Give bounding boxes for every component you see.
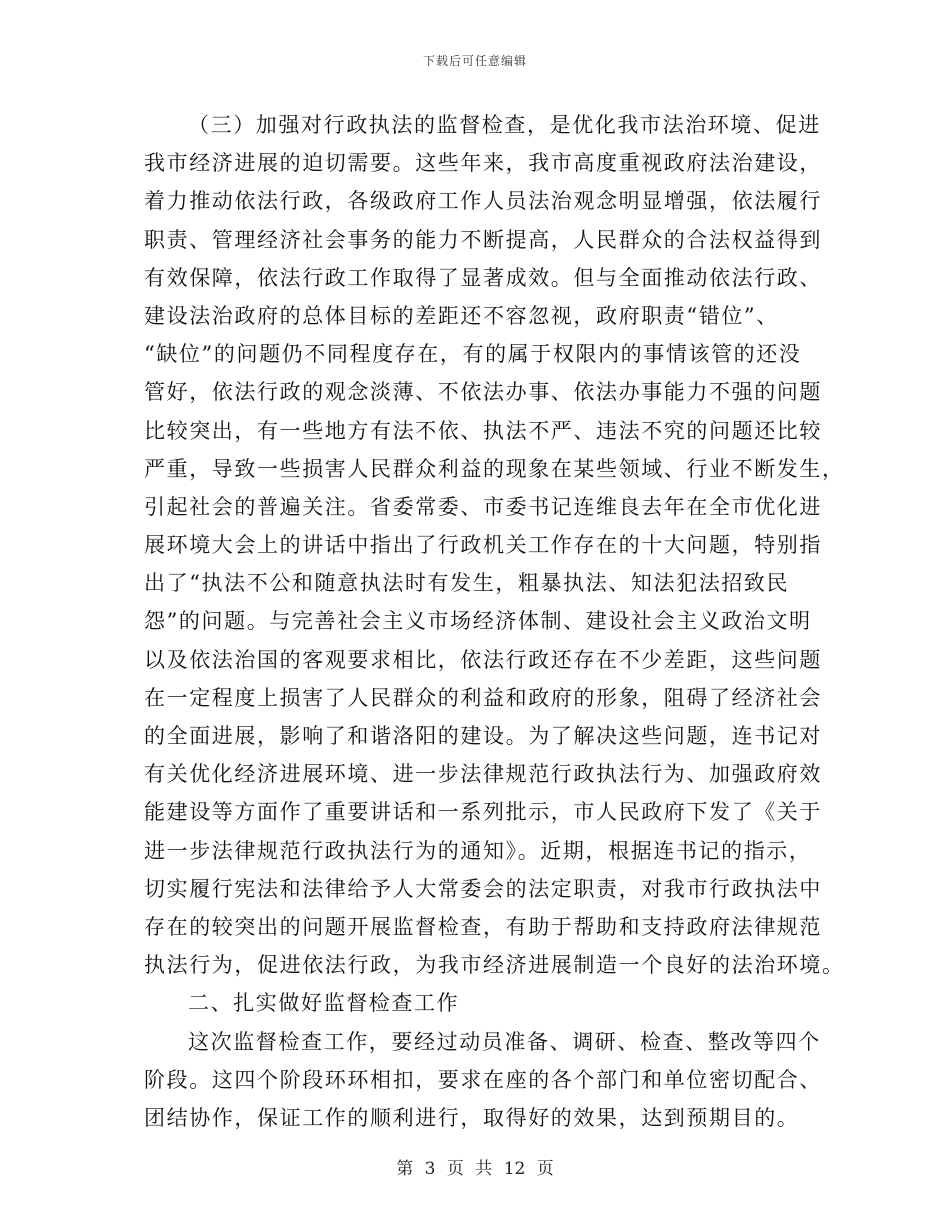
paragraph-line: 我市经济进展的迫切需要。这些年来，我市高度重视政府法治建设， xyxy=(144,151,822,176)
paragraph-line: 进一步法律规范行政执法行为的通知》。近期，根据连书记的指示， xyxy=(144,838,812,863)
paragraph-line: 阶段。这四个阶段环环相扣，要求在座的各个部门和单位密切配合、 xyxy=(144,1067,822,1092)
paragraph-line: 存在的较突出的问题开展监督检查，有助于帮助和支持政府法律规范 xyxy=(144,914,822,939)
paragraph-line: 以及依法治国的客观要求相比，依法行政还存在不少差距，这些问题 xyxy=(144,647,822,672)
paragraph-line: 能建设等方面作了重要讲话和一系列批示，市人民政府下发了《关于 xyxy=(144,800,822,825)
paragraph-line: 职责、管理经济社会事务的能力不断提高，人民群众的合法权益得到 xyxy=(144,227,822,252)
paragraph-line: “缺位”的问题仍不同程度存在，有的属于权限内的事情该管的还没 xyxy=(144,342,802,367)
paragraph-line: 执法行为，促进依法行政，为我市经济进展制造一个良好的法治环境。 xyxy=(144,953,845,978)
paragraph-line: 有关优化经济进展环境、进一步法律规范行政执法行为、加强政府效 xyxy=(144,762,822,787)
paragraph-line: （三）加强对行政执法的监督检查，是优化我市法治环境、促进 xyxy=(188,113,821,137)
paragraph-line: 这次监督检查工作，要经过动员准备、调研、检查、整改等四个 xyxy=(188,1029,821,1054)
page-header: 下载后可任意编辑 xyxy=(422,54,527,68)
paragraph-line: 比较突出，有一些地方有法不依、执法不严、违法不究的问题还比较 xyxy=(144,418,822,443)
document-body xyxy=(144,106,845,1137)
paragraph-line: 有效保障，依法行政工作取得了显著成效。但与全面推动依法行政、 xyxy=(144,265,822,290)
paragraph-line: 出了“执法不公和随意执法时有发生，粗暴执法、知法犯法招致民 xyxy=(144,571,790,596)
paragraph-line: 管好，依法行政的观念淡薄、不依法办事、依法办事能力不强的问题 xyxy=(144,380,822,405)
paragraph-line: 团结协作，保证工作的顺利进行，取得好的效果，达到预期目的。 xyxy=(144,1105,800,1130)
paragraph-line: 怨”的问题。与完善社会主义市场经济体制、建设社会主义政治文明 xyxy=(144,609,812,634)
paragraph-line: 建设法治政府的总体目标的差距还不容忽视，政府职责“错位”、 xyxy=(144,303,779,328)
paragraph-line: 的全面进展，影响了和谐洛阳的建设。为了解决这些问题，连书记对 xyxy=(144,724,822,748)
paragraph-line: 展环境大会上的讲话中指出了行政机关工作存在的十大问题，特别指 xyxy=(144,533,822,558)
paragraph-line: 引起社会的普遍关注。省委常委、市委书记连维良去年在全市优化进 xyxy=(144,494,822,519)
section-heading: 二、扎实做好监督检查工作 xyxy=(188,991,460,1016)
paragraph-line: 切实履行宪法和法律给予人大常委会的法定职责，对我市行政执法中 xyxy=(144,876,822,901)
page-number-footer: 第 3 页 共 12 页 xyxy=(396,1159,554,1179)
paragraph-line: 着力推动依法行政，各级政府工作人员法治观念明显增强，依法履行 xyxy=(144,189,822,214)
paragraph-line: 在一定程度上损害了人民群众的利益和政府的形象，阻碍了经济社会 xyxy=(144,685,822,710)
paragraph-line: 严重，导致一些损害人民群众利益的现象在某些领域、行业不断发生， xyxy=(144,456,845,481)
